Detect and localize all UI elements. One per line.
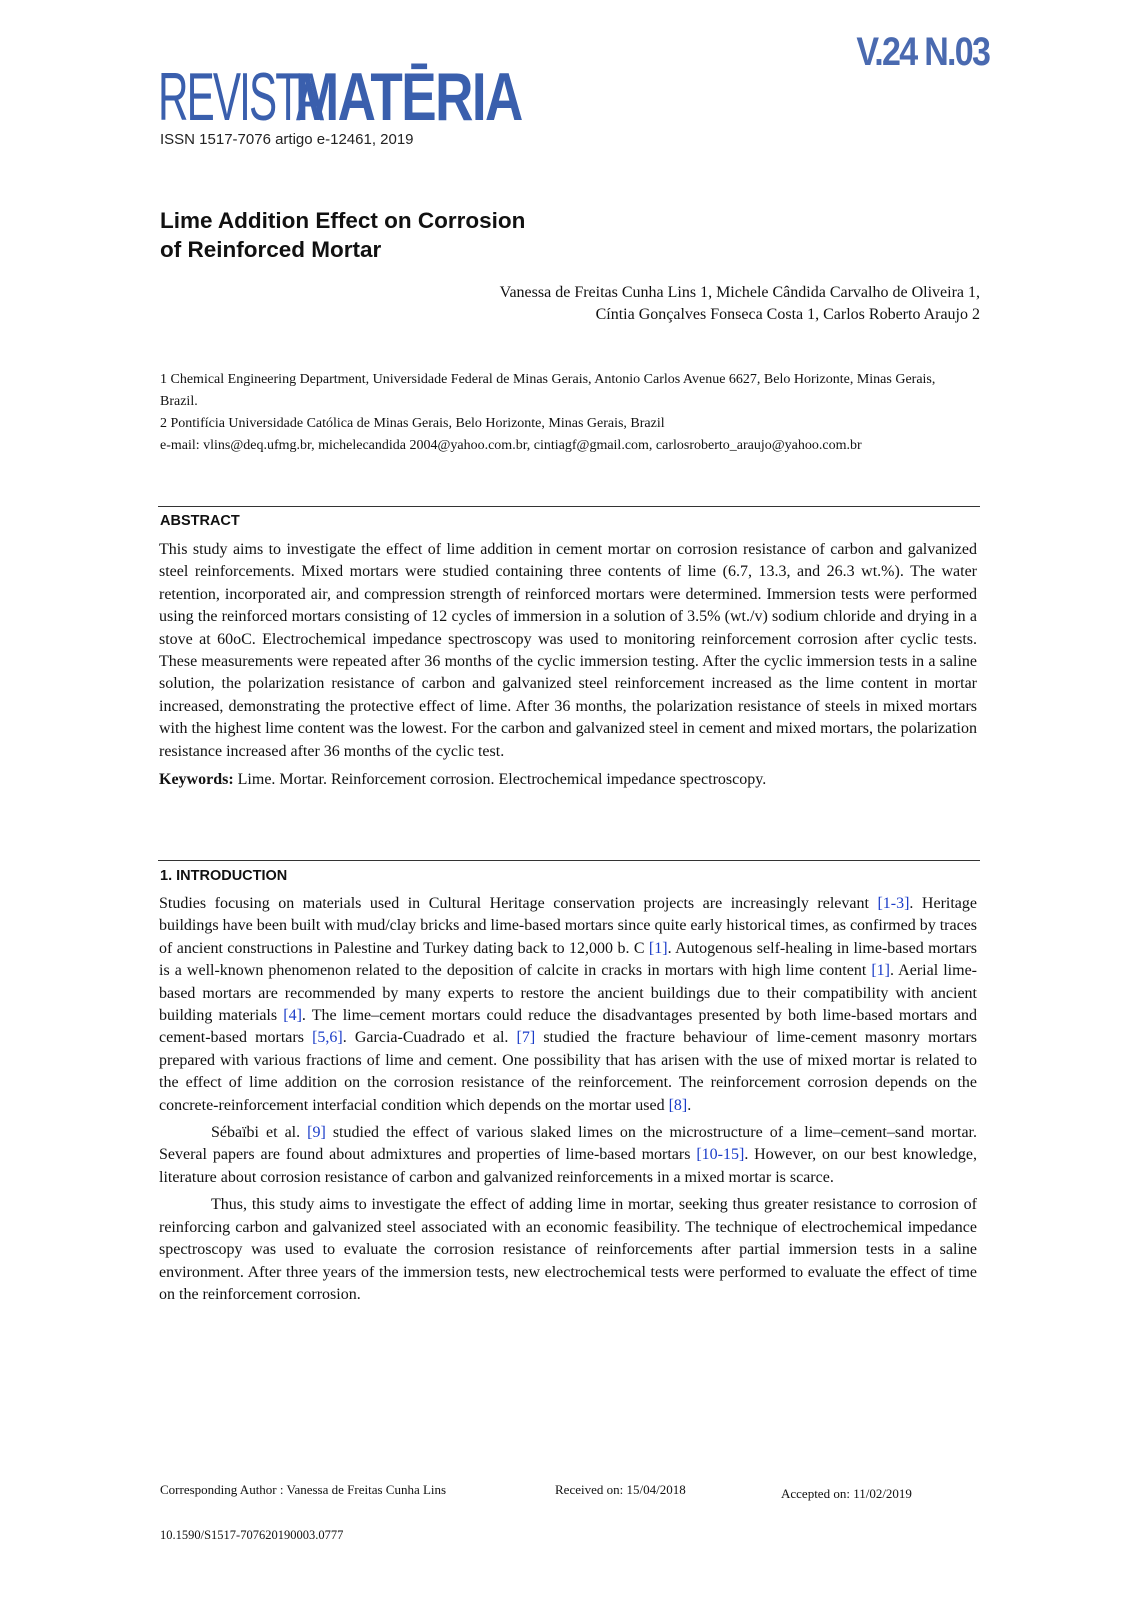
citation-link[interactable]: [5,6] [312, 1029, 343, 1047]
title-line-2: of Reinforced Mortar [160, 237, 382, 262]
citation-link[interactable]: [1-3] [877, 895, 910, 912]
author-list [500, 282, 980, 326]
citation-link[interactable]: [9] [307, 1124, 326, 1142]
text-run: Studies focusing on materials used in Cultural Heritage conservation projects are increasingly relevant [159, 895, 878, 912]
abstract-heading: ABSTRACT [160, 513, 240, 529]
authors-line-2: Cíntia Gonçalves Fonseca Costa 1, Carlos Roberto Araujo 2 [595, 306, 980, 323]
received-date: Received on: 15/04/2018 [555, 1482, 686, 1497]
abstract-divider [158, 506, 980, 507]
keywords-line [159, 769, 977, 791]
abstract-body [159, 539, 977, 791]
logo-bold-text: MATĒRIA [294, 59, 522, 135]
citation-link[interactable]: [7] [516, 1029, 536, 1047]
volume-issue: V.24 N.03 [856, 30, 989, 74]
affiliation-1: 1 Chemical Engineering Department, Universidade Federal de Minas Gerais, Antonio Carlos Avenue 6627, Belo Horizonte, Minas Gerais, Brazil. [160, 372, 936, 409]
intro-paragraph-3: Thus, this study aims to investigate the effect of adding lime in mortar, seeking thus greater resistance to corrosion of reinforcing carbon and galvanized steel associated with an economic feasibility. The technique of electrochemical impedance spectroscopy was used to evaluate the corrosion resistance of reinforcements after partial immersion tests in a saline environment. After three years of the immersion tests, new electrochemical tests were performed to evaluate the effect of time on the reinforcement corrosion. [159, 1196, 977, 1303]
intro-paragraph-1 [159, 893, 977, 1117]
citation-link[interactable]: [1] [648, 939, 668, 957]
text-run: studied the fracture behaviour of lime-cement masonry mortars prepared with various fractions of lime and cement. One possibility that has arisen with the use of mixed mortar is related to the effect of lime addition on the corrosion resistance of the reinforcement. The reinforcement corrosion depends on the concrete-reinforcement interfacial condition which depends on the mortar used [159, 1029, 977, 1114]
text-run: . The lime–cement mortars could reduce the disadvantages presented by both lime-based mortars and cement-based mortars [159, 1007, 977, 1047]
text-run: . However, on our best knowledge, literature about corrosion resistance of carbon and galvanized reinforcements in a mixed mortar is scarce. [159, 1146, 977, 1186]
article-title [160, 206, 525, 264]
corresponding-author: Corresponding Author : Vanessa de Freitas Cunha Lins [160, 1482, 447, 1497]
text-run: . Heritage buildings have been built with mud/clay bricks and lime-based mortars since quite early historical times, as confirmed by traces of ancient constructions in Palestine and Turkey dating back to 12,000 b. C [159, 895, 978, 957]
abstract-text: This study aims to investigate the effect of lime addition in cement mortar on corrosion resistance of carbon and galvanized steel reinforcements. Mixed mortars were studied containing three contents of lime (6.7, 13.3, and 26.3 wt.%). The water retention, incorporated air, and compression strength of reinforced mortars were determined. Immersion tests were performed using the reinforced mortars consisting of 12 cycles of immersion in a solution of 3.5% (wt./v) sodium chloride and drying in a stove at 60oC. Electrochemical impedance spectroscopy was used to monitoring reinforcement corrosion after cyclic tests. These measurements were repeated after 36 months of the cyclic immersion testing. After the cyclic immersion tests in a saline solution, the polarization resistance of carbon and galvanized steel reinforcement increased as the lime content in mortar increased, demonstrating the protective effect of lime. After 36 months, the polarization resistance of steels in mixed mortars with the highest lime content was the lowest. For the carbon and galvanized steel in cement and mixed mortars, the polarization resistance increased after 36 months of the cyclic test. [159, 541, 977, 760]
introduction-body [159, 893, 977, 1306]
email-list: e-mail: vlins@deq.ufmg.br, michelecandida 2004@yahoo.com.br, cintiagf@gmail.com, carlosroberto_araujo@yahoo.com.br [160, 438, 862, 453]
logo-light-text: REVISTA [158, 59, 323, 135]
affiliations [160, 369, 960, 457]
text-run: Sébaïbi et al. [211, 1124, 308, 1142]
citation-link[interactable]: [4] [283, 1007, 302, 1025]
doi[interactable]: 10.1590/S1517-707620190003.0777 [160, 1528, 344, 1542]
authors-line-1: Vanessa de Freitas Cunha Lins 1, Michele Cândida Carvalho de Oliveira 1, [499, 284, 980, 301]
keywords-text: Lime. Mortar. Reinforcement corrosion. Electrochemical impedance spectroscopy. [237, 771, 767, 789]
intro-paragraph-2 [159, 1122, 977, 1189]
affiliation-2: 2 Pontifícia Universidade Católica de Minas Gerais, Belo Horizonte, Minas Gerais, Brazil [160, 416, 665, 431]
text-run: . Autogenous self-healing in lime-based mortars is a well-known phenomenon related to the deposition of calcite in cracks in mortars with high lime content [159, 939, 977, 980]
introduction-heading: 1. INTRODUCTION [160, 868, 288, 884]
text-run: . Garcia-Cuadrado et al. [342, 1029, 517, 1047]
text-run: studied the effect of various slaked limes on the microstructure of a lime–cement–sand mortar. Several papers are found about admixtures and properties of lime-based mortars [159, 1124, 977, 1164]
text-run: . [687, 1096, 692, 1114]
introduction-divider [158, 860, 980, 861]
title-line-1: Lime Addition Effect on Corrosion [160, 208, 526, 233]
keywords-label: Keywords: [159, 771, 234, 789]
issn-line: ISSN 1517-7076 artigo e-12461, 2019 [160, 131, 414, 148]
citation-link[interactable]: [8] [668, 1096, 688, 1114]
accepted-date: Accepted on: 11/02/2019 [781, 1486, 912, 1501]
journal-logo [158, 58, 586, 135]
text-run: . Aerial lime-based mortars are recommended by many experts to restore the ancient buildings due to their compatibility with ancient building materials [159, 962, 977, 1025]
citation-link[interactable]: [1] [871, 962, 890, 980]
citation-link[interactable]: [10-15] [696, 1146, 745, 1164]
